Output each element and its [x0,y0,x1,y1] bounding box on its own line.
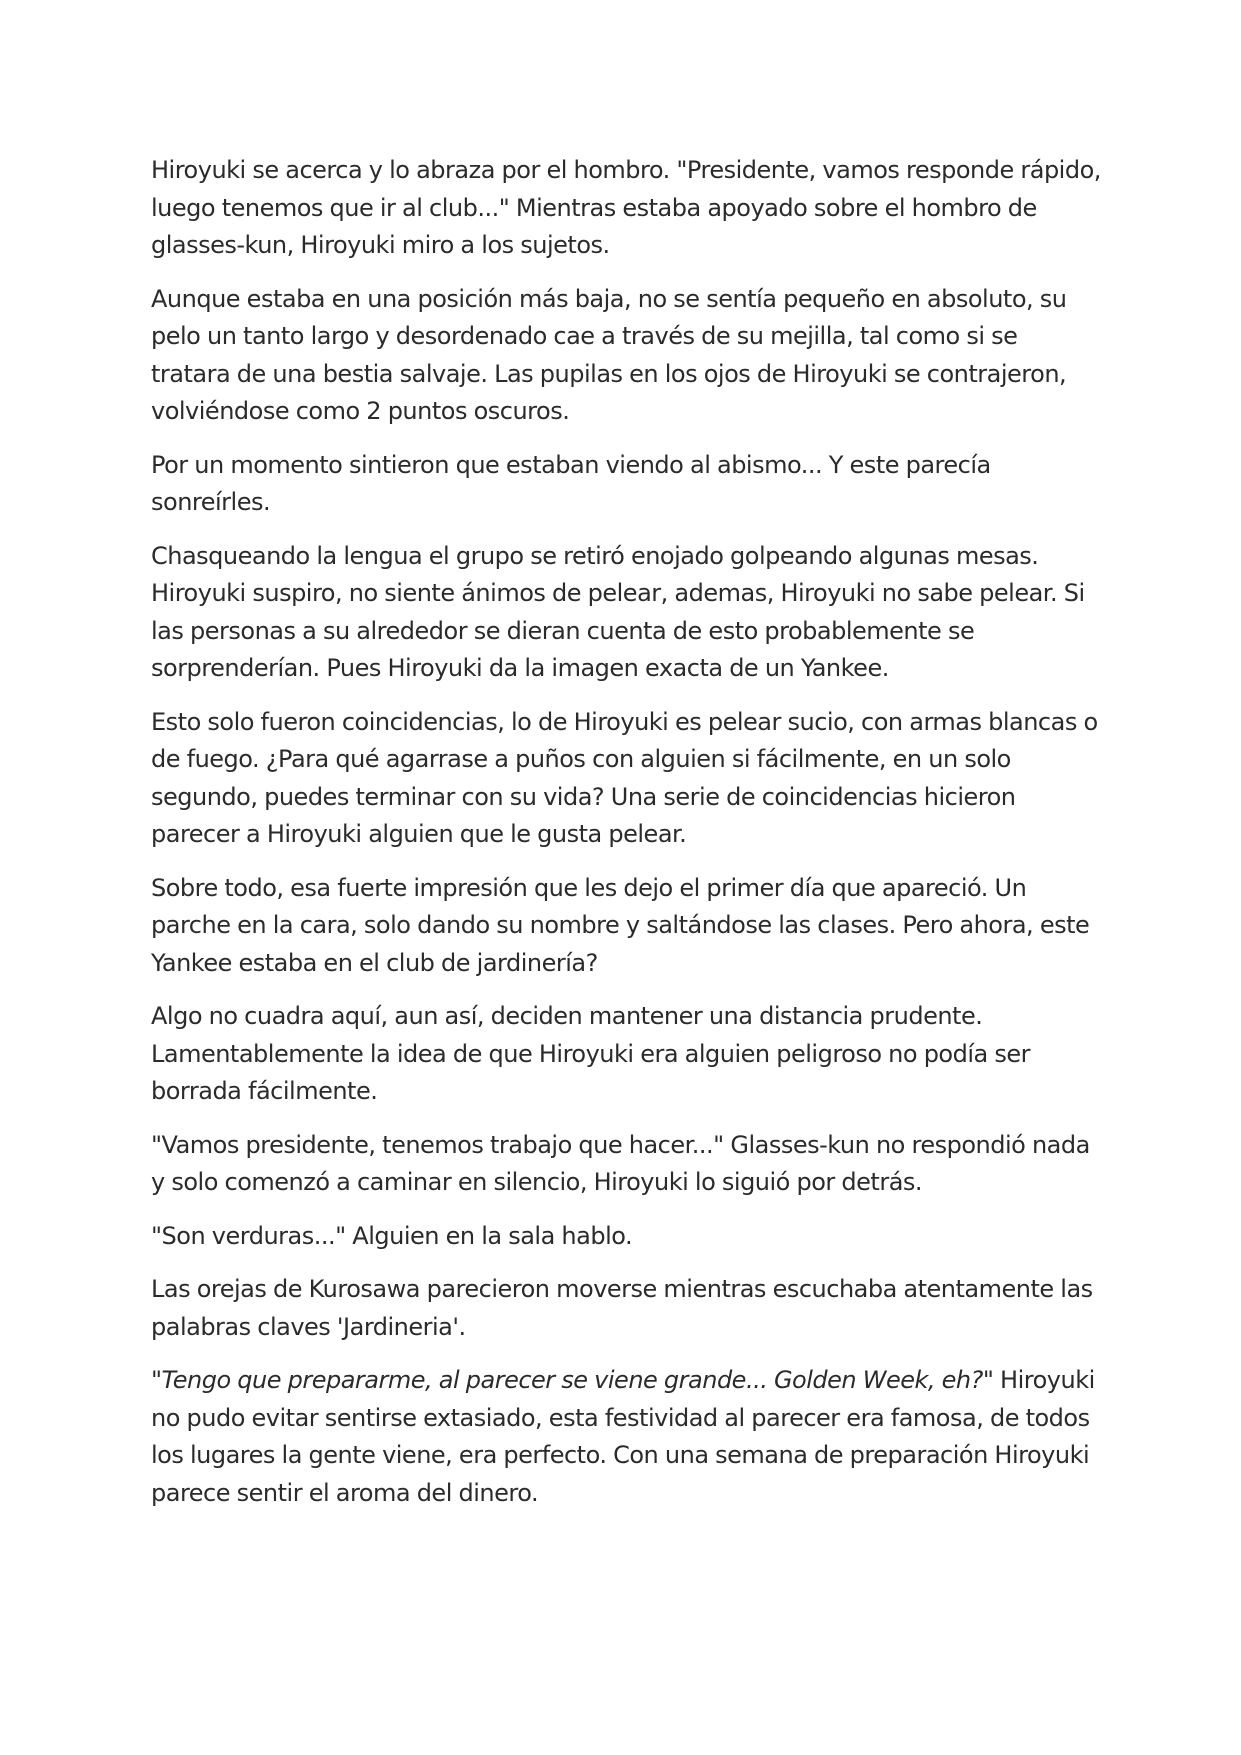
paragraph-3 [151,447,1101,522]
paragraph-text: "Son verduras..." Alguien en la sala hablo. [151,1221,633,1250]
paragraph-11 [151,1362,1101,1512]
paragraph-4 [151,538,1101,688]
paragraph-9 [151,1218,1101,1256]
paragraph-1 [151,152,1101,265]
paragraph-7 [151,998,1101,1111]
paragraph-text: Esto solo fueron coincidencias, lo de Hiroyuki es pelear sucio, con armas blancas o de fuego. ¿Para qué agarrase a puños con alguien si fácilmente, en un solo segundo, puedes terminar con su vida? Una serie de coincidencias hicieron parecer a Hiroyuki alguien que le gusta pelear. [151,707,1098,848]
paragraph-text: Sobre todo, esa fuerte impresión que les dejo el primer día que apareció. Un parche en la cara, solo dando su nombre y saltándose las clases. Pero ahora, este Yankee estaba en el club de jardinería? [151,873,1090,977]
paragraph-text: Chasqueando la lengua el grupo se retiró enojado golpeando algunas mesas. Hiroyuki suspiro, no siente ánimos de pelear, ademas, Hiroyuki no sabe pelear. Si las personas a su alrededor se dieran cuenta de esto probablemente se sorprenderían. Pues Hiroyuki da la imagen exacta de un Yankee. [151,541,1085,682]
body-text [151,152,1101,1512]
paragraph-text: Hiroyuki no pudo evitar sentirse extasiado, esta festividad al parecer era famosa, de todos los lugares la gente viene, era perfecto. Con una semana de preparación Hiroyuki parece sentir el aroma del dinero. [151,1366,1095,1507]
paragraph-6 [151,870,1101,983]
paragraph-text: Aunque estaba en una posición más baja, no se sentía pequeño en absoluto, su pelo un tanto largo y desordenado cae a través de su mejilla, tal como si se tratara de una bestia salvaje. Las pupilas en los ojos de Hiroyuki se contrajeron, volviéndose como 2 puntos oscuros. [151,284,1067,425]
paragraph-text: Las orejas de Kurosawa parecieron moverse mientras escuchaba atentamente las palabras claves 'Jardineria'. [151,1275,1093,1341]
paragraph-text: Algo no cuadra aquí, aun así, deciden mantener una distancia prudente. Lamentablemente la idea de que Hiroyuki era alguien peligroso no podía ser borrada fácilmente. [151,1002,1030,1105]
paragraph-text: Hiroyuki se acerca y lo abraza por el hombro. "Presidente, vamos responde rápido, luego tenemos que ir al club..." Mientras estaba apoyado sobre el hombro de glasses-kun, Hiroyuki miro a los sujetos. [151,156,1101,259]
paragraph-10 [151,1271,1101,1346]
paragraph-text: "Vamos presidente, tenemos trabajo que hacer..." Glasses-kun no respondió nada y solo comenzó a caminar en silencio, Hiroyuki lo siguió por detrás. [151,1130,1090,1196]
paragraph-5 [151,704,1101,854]
paragraph-8 [151,1127,1101,1202]
paragraph-text: Por un momento sintieron que estaban viendo al abismo... Y este parecía sonreírles. [151,450,991,516]
italic-thought: "Tengo que prepararme, al parecer se viene grande... Golden Week, eh?" [151,1366,994,1394]
paragraph-2 [151,281,1101,431]
